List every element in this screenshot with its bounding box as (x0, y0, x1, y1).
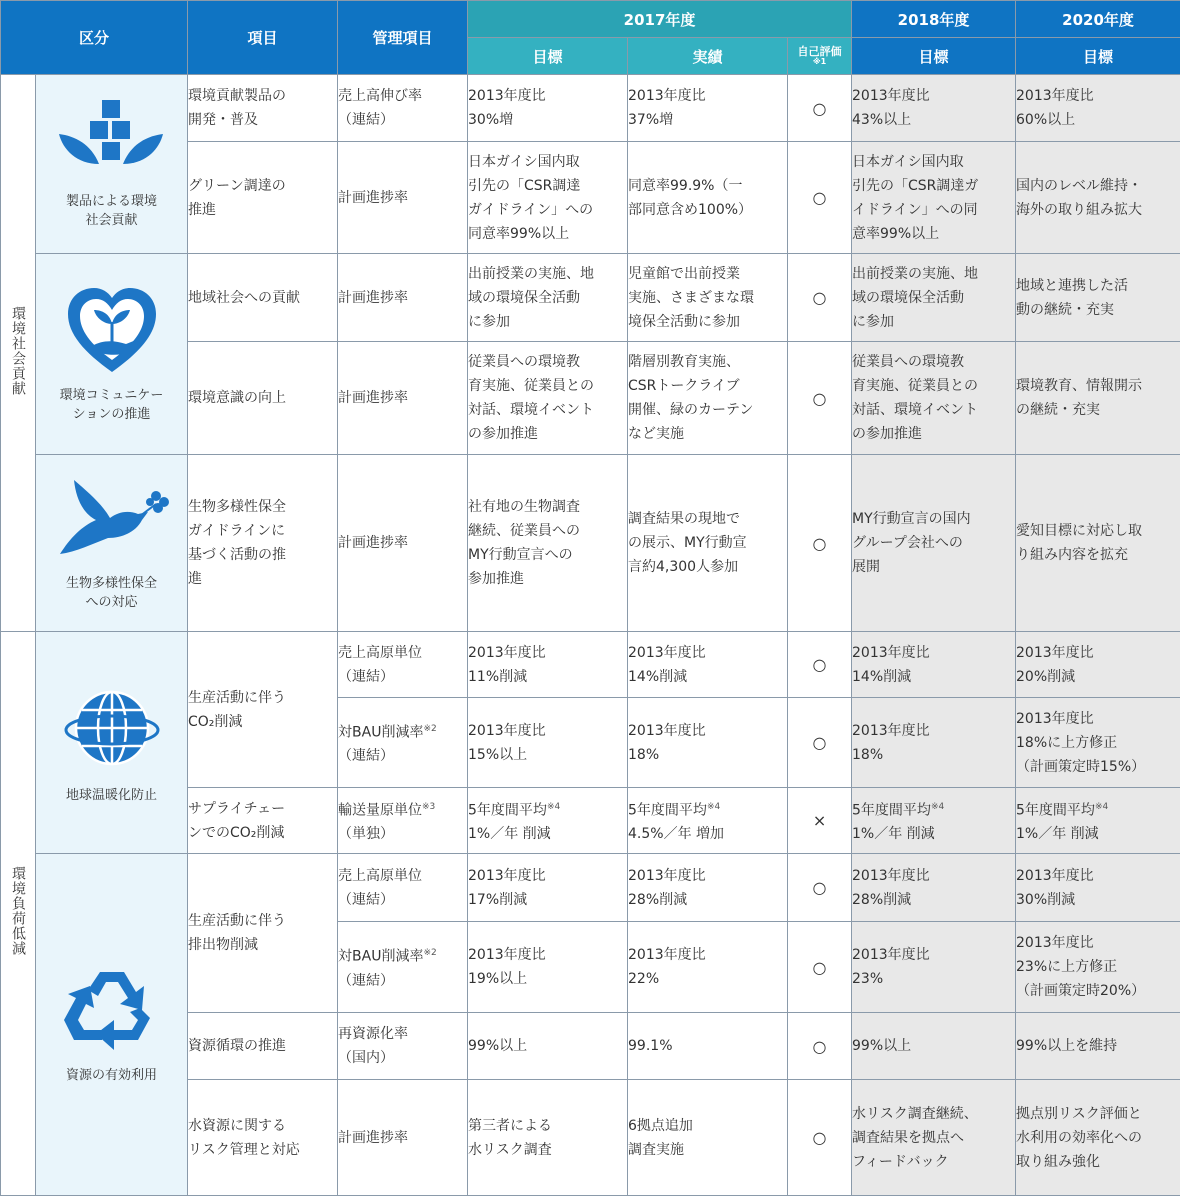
header-2017-target: 目標 (468, 38, 628, 75)
subcategory-communication-caption: 環境コミュニケー ションの推進 (36, 386, 187, 424)
target-2018-cell: 2013年度比 14%削減 (852, 632, 1016, 698)
table-row (1, 455, 1180, 632)
subcategory-global-warming-caption: 地球温暖化防止 (36, 786, 187, 805)
management-cell: 計画進捗率 (338, 254, 468, 342)
result-2017-cell: 2013年度比 37%増 (628, 75, 788, 142)
target-2020-cell: 2013年度比 23%に上方修正 （計画策定時20%） (1016, 922, 1180, 1013)
self-evaluation-cell: ○ (788, 142, 852, 254)
header-management-item: 管理項目 (338, 1, 468, 75)
header-kubun: 区分 (1, 1, 188, 75)
subcategory-resources-caption: 資源の有効利用 (36, 1066, 187, 1085)
self-eval-note: ※1 (788, 58, 851, 67)
target-2017-cell: 第三者による 水リスク調査 (468, 1080, 628, 1196)
target-2020-cell: 2013年度比 20%削減 (1016, 632, 1180, 698)
target-2018-cell: 2013年度比 23% (852, 922, 1016, 1013)
item-cell: 生産活動に伴う CO₂削減 (188, 632, 338, 788)
management-cell: 対BAU削減率$^{※2}$ （連結） (338, 698, 468, 788)
target-2020-cell: 拠点別リスク評価と 水利用の効率化への 取り組み強化 (1016, 1080, 1180, 1196)
target-2020-cell: 国内のレベル維持・ 海外の取り組み拡大 (1016, 142, 1180, 254)
header-2017-result: 実績 (628, 38, 788, 75)
table-row (1, 75, 1180, 142)
subcategory-communication (36, 254, 188, 455)
self-evaluation-cell: ○ (788, 1080, 852, 1196)
item-cell: 資源循環の推進 (188, 1013, 338, 1080)
table-row (1, 632, 1180, 698)
target-2020-cell: 愛知目標に対応し取 り組み内容を拡充 (1016, 455, 1180, 632)
target-2018-cell: 従業員への環境教 育実施、従業員との 対話、環境イベント の参加推進 (852, 342, 1016, 455)
subcategory-global-warming (36, 632, 188, 854)
target-2018-cell: 出前授業の実施、地 域の環境保全活動 に参加 (852, 254, 1016, 342)
globe-icon (64, 680, 160, 776)
target-2020-cell: 環境教育、情報開示 の継続・充実 (1016, 342, 1180, 455)
self-evaluation-cell: ○ (788, 455, 852, 632)
item-cell: 生物多様性保全 ガイドラインに 基づく活動の推 進 (188, 455, 338, 632)
header-2020-target: 目標 (1016, 38, 1180, 75)
item-cell: 環境意識の向上 (188, 342, 338, 455)
result-2017-cell: 6拠点追加 調査実施 (628, 1080, 788, 1196)
subcategory-resources (36, 854, 188, 1196)
self-evaluation-cell: ○ (788, 854, 852, 922)
target-2020-cell: 2013年度比 18%に上方修正 （計画策定時15%） (1016, 698, 1180, 788)
header-item: 項目 (188, 1, 338, 75)
subcategory-biodiversity (36, 455, 188, 632)
category-environmental-social-contribution: 環境社会貢献 (1, 75, 36, 632)
result-2017-cell: 2013年度比 14%削減 (628, 632, 788, 698)
item-cell: 生産活動に伴う 排出物削減 (188, 854, 338, 1013)
target-2017-cell: 2013年度比 11%削減 (468, 632, 628, 698)
management-cell: 計画進捗率 (338, 142, 468, 254)
self-evaluation-cell: ○ (788, 922, 852, 1013)
management-cell: 対BAU削減率$^{※2}$ （連結） (338, 922, 468, 1013)
target-2018-cell: 99%以上 (852, 1013, 1016, 1080)
result-2017-cell: 児童館で出前授業 実施、さまざまな環 境保全活動に参加 (628, 254, 788, 342)
result-2017-cell: 調査結果の現地で の展示、MY行動宣 言約4,300人参加 (628, 455, 788, 632)
management-cell: 売上高原単位 （連結） (338, 854, 468, 922)
item-cell: 水資源に関する リスク管理と対応 (188, 1080, 338, 1196)
target-2018-cell: MY行動宣言の国内 グループ会社への 展開 (852, 455, 1016, 632)
management-cell: 計画進捗率 (338, 1080, 468, 1196)
target-2017-cell: 日本ガイシ国内取 引先の「CSR調達 ガイドライン」への 同意率99%以上 (468, 142, 628, 254)
heart-sprout-hand-icon (64, 284, 160, 376)
management-cell: 計画進捗率 (338, 342, 468, 455)
target-2017-cell: 5年度間平均$^{※4}$ 1%／年 削減 (468, 788, 628, 854)
recycle-icon (62, 964, 162, 1056)
result-2017-cell: 2013年度比 22% (628, 922, 788, 1013)
target-2018-cell: 水リスク調査継続、 調査結果を拠点へ フィードバック (852, 1080, 1016, 1196)
target-2020-cell: 地域と連携した活 動の継続・充実 (1016, 254, 1180, 342)
target-2018-cell: 2013年度比 43%以上 (852, 75, 1016, 142)
self-eval-label: 自己評価 (788, 46, 851, 58)
target-2020-cell: 5年度間平均$^{※4}$ 1%／年 削減 (1016, 788, 1180, 854)
target-2017-cell: 2013年度比 30%増 (468, 75, 628, 142)
item-cell: グリーン調達の 推進 (188, 142, 338, 254)
result-2017-cell: 99.1% (628, 1013, 788, 1080)
subcategory-biodiversity-caption: 生物多様性保全 への対応 (36, 574, 187, 612)
self-evaluation-cell: ○ (788, 1013, 852, 1080)
management-cell: 輸送量原単位$^{※3}$ （単独） (338, 788, 468, 854)
management-cell: 売上高原単位 （連結） (338, 632, 468, 698)
result-2017-cell: 2013年度比 18% (628, 698, 788, 788)
target-2017-cell: 2013年度比 15%以上 (468, 698, 628, 788)
target-2017-cell: 2013年度比 19%以上 (468, 922, 628, 1013)
result-2017-cell: 同意率99.9%（一 部同意含め100%） (628, 142, 788, 254)
subcategory-product-caption: 製品による環境 社会貢献 (36, 192, 187, 230)
result-2017-cell: 2013年度比 28%削減 (628, 854, 788, 922)
header-fy2017: 2017年度 (468, 1, 852, 38)
self-evaluation-cell: ○ (788, 75, 852, 142)
bird-clover-icon (52, 474, 172, 564)
item-cell: サプライチェー ンでのCO₂削減 (188, 788, 338, 854)
result-2017-cell: 5年度間平均$^{※4}$ 4.5%／年 増加 (628, 788, 788, 854)
target-2020-cell: 2013年度比 30%削減 (1016, 854, 1180, 922)
target-2017-cell: 99%以上 (468, 1013, 628, 1080)
target-2018-cell: 2013年度比 28%削減 (852, 854, 1016, 922)
self-evaluation-cell: ○ (788, 342, 852, 455)
self-evaluation-cell: ○ (788, 698, 852, 788)
self-evaluation-cell: ○ (788, 632, 852, 698)
target-2020-cell: 99%以上を維持 (1016, 1013, 1180, 1080)
item-cell: 環境貢献製品の 開発・普及 (188, 75, 338, 142)
table-row (1, 254, 1180, 342)
header-2018-target: 目標 (852, 38, 1016, 75)
leaves-blocks-icon (57, 98, 167, 182)
header-fy2018: 2018年度 (852, 1, 1016, 38)
target-2018-cell: 2013年度比 18% (852, 698, 1016, 788)
result-2017-cell: 階層別教育実施、 CSRトークライブ 開催、緑のカーテン など実施 (628, 342, 788, 455)
target-2017-cell: 出前授業の実施、地 域の環境保全活動 に参加 (468, 254, 628, 342)
target-2017-cell: 従業員への環境教 育実施、従業員との 対話、環境イベント の参加推進 (468, 342, 628, 455)
management-cell: 計画進捗率 (338, 455, 468, 632)
table-row (1, 854, 1180, 922)
category-environmental-load-reduction: 環境負荷低減 (1, 632, 36, 1196)
target-2017-cell: 社有地の生物調査 継続、従業員への MY行動宣言への 参加推進 (468, 455, 628, 632)
self-evaluation-cell: ○ (788, 254, 852, 342)
target-2017-cell: 2013年度比 17%削減 (468, 854, 628, 922)
target-2018-cell: 日本ガイシ国内取 引先の「CSR調達ガ イドライン」への同 意率99%以上 (852, 142, 1016, 254)
item-cell: 地域社会への貢献 (188, 254, 338, 342)
target-2018-cell: 5年度間平均$^{※4}$ 1%／年 削減 (852, 788, 1016, 854)
self-evaluation-cell: × (788, 788, 852, 854)
header-fy2020: 2020年度 (1016, 1, 1180, 38)
management-cell: 再資源化率 （国内） (338, 1013, 468, 1080)
header-self-evaluation (788, 38, 852, 75)
subcategory-product (36, 75, 188, 254)
target-2020-cell: 2013年度比 60%以上 (1016, 75, 1180, 142)
management-cell: 売上高伸び率 （連結） (338, 75, 468, 142)
